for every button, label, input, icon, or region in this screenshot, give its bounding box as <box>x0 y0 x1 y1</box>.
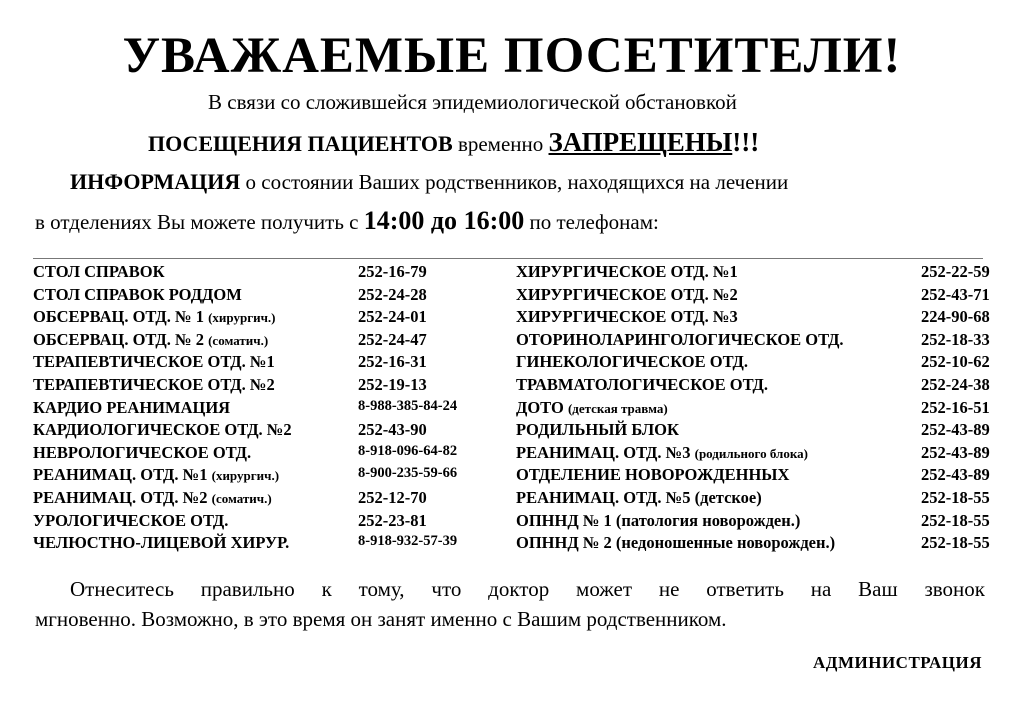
info-line-1-text: о состоянии Ваших родственников, находящихся на лечении <box>240 170 789 194</box>
department-label: ГИНЕКОЛОГИЧЕСКОЕ ОТД. <box>516 352 749 372</box>
department-name <box>33 488 272 508</box>
phone-number: 252-16-31 <box>358 352 427 372</box>
phone-number: 252-18-55 <box>921 510 990 530</box>
department-label: ОТДЕЛЕНИЕ НОВОРОЖДЕННЫХ <box>516 465 790 485</box>
phone-row <box>33 307 503 330</box>
department-label: ХИРУРГИЧЕСКОЕ ОТД. №1 <box>516 262 738 281</box>
phone-row <box>33 375 503 398</box>
department-label: ХИРУРГИЧЕСКОЕ ОТД. №2 <box>516 284 738 304</box>
phone-number: 252-24-47 <box>358 329 427 349</box>
info-line-2 <box>35 204 659 239</box>
department-name <box>516 262 738 282</box>
department-label: ДОТО <box>516 397 568 417</box>
department-label: ХИРУРГИЧЕСКОЕ ОТД. №3 <box>516 307 738 327</box>
phone-number: 252-16-51 <box>921 397 990 417</box>
phone-number: 252-16-79 <box>358 262 427 281</box>
subtitle: В связи со сложившейся эпидемиологической обстановкой <box>208 90 737 114</box>
department-label: ОБСЕРВАЦ. ОТД. № 2 <box>33 329 209 349</box>
time-separator: до <box>424 206 464 235</box>
department-label: ТЕРАПЕВТИЧЕСКОЕ ОТД. №2 <box>33 374 275 394</box>
phone-number: 224-90-68 <box>921 307 990 327</box>
phone-row <box>516 511 1006 534</box>
phone-row <box>516 443 1006 466</box>
phone-row <box>516 285 1006 308</box>
phone-number: 8-918-096-64-82 <box>358 442 458 459</box>
department-name <box>33 443 251 463</box>
signature: АДМИНИСТРАЦИЯ <box>812 653 982 672</box>
page-title: УВАЖАЕМЫЕ ПОСЕТИТЕЛИ! <box>122 28 902 84</box>
closing-line-2: мгновенно. Возможно, в это время он занят именно с Вашим родственником. <box>35 607 727 631</box>
phone-number: 252-24-38 <box>921 374 990 394</box>
phone-number: 252-43-89 <box>921 420 990 440</box>
department-name <box>516 533 835 553</box>
phone-row <box>516 352 1006 375</box>
phone-row <box>33 511 503 534</box>
ban-exclamation: !!! <box>732 127 760 157</box>
department-name <box>33 465 279 485</box>
phone-number: 252-12-70 <box>358 487 427 507</box>
phone-row <box>516 307 1006 330</box>
department-name <box>33 262 165 282</box>
phone-number: 252-43-90 <box>358 420 427 440</box>
time-from: 14:00 <box>363 206 425 235</box>
department-label: РЕАНИМАЦ. ОТД. №2 <box>33 487 212 507</box>
phone-row <box>33 443 503 466</box>
phone-row <box>516 262 1006 285</box>
phone-row <box>33 352 503 375</box>
department-name <box>516 375 768 395</box>
department-label: РЕАНИМАЦ. ОТД. №3 <box>516 442 695 462</box>
department-name <box>33 330 268 350</box>
department-name <box>33 307 276 327</box>
phone-number: 252-18-55 <box>921 487 990 507</box>
info-line-2-end: по телефонам: <box>524 210 659 234</box>
info-line-2-text: в отделениях Вы можете получить с <box>35 210 364 234</box>
phone-number: 252-18-33 <box>921 329 990 349</box>
phone-list-left <box>33 262 503 556</box>
department-label: ЧЕЛЮСТНО-ЛИЦЕВОЙ ХИРУР. <box>33 533 290 553</box>
phone-number: 252-22-59 <box>921 262 990 281</box>
department-label: РЕАНИМАЦ. ОТД. №1 <box>33 465 212 485</box>
department-note: (соматич.) <box>211 490 272 506</box>
phone-row <box>516 330 1006 353</box>
phone-number: 252-24-28 <box>358 284 427 304</box>
ban-temporarily: временно <box>452 132 549 156</box>
department-label: ОПННД № 2 (недоношенные новорожден.) <box>516 533 836 553</box>
phone-row <box>33 398 503 421</box>
phone-number: 252-43-89 <box>921 442 990 462</box>
phone-number: 8-918-932-57-39 <box>358 533 458 550</box>
visit-ban-line <box>148 125 759 161</box>
phone-number: 8-900-235-59-66 <box>358 465 458 482</box>
department-name <box>516 488 762 508</box>
department-name <box>516 398 668 418</box>
department-name <box>33 533 289 553</box>
department-name <box>33 285 242 305</box>
department-name <box>516 465 789 485</box>
department-name <box>516 307 738 327</box>
department-label: УРОЛОГИЧЕСКОЕ ОТД. <box>33 510 229 530</box>
phone-row <box>33 285 503 308</box>
department-name <box>33 420 292 440</box>
phone-number: 252-24-01 <box>358 307 427 327</box>
phone-number: 252-43-71 <box>921 284 990 304</box>
department-name <box>516 443 808 463</box>
phone-number: 252-43-89 <box>921 465 990 485</box>
info-label: ИНФОРМАЦИЯ <box>70 169 241 194</box>
department-label: ОБСЕРВАЦ. ОТД. № 1 <box>33 307 209 327</box>
department-name <box>516 511 800 531</box>
phone-list-right <box>516 262 1006 556</box>
department-label: ОПННД № 1 (патология новорожден.) <box>516 510 801 530</box>
department-label: ТРАВМАТОЛОГИЧЕСКОЕ ОТД. <box>516 374 769 394</box>
phone-row <box>516 488 1006 511</box>
department-name <box>33 375 275 395</box>
department-name <box>516 330 844 350</box>
phone-number: 252-19-13 <box>358 374 427 394</box>
department-note: (хирургич.) <box>211 468 280 484</box>
phone-number: 8-988-385-84-24 <box>358 397 458 414</box>
ban-forbidden: ЗАПРЕЩЕНЫ <box>548 127 733 157</box>
department-note: (хирургич.) <box>208 310 276 326</box>
phone-row <box>516 465 1006 488</box>
department-label: СТОЛ СПРАВОК РОДДОМ <box>33 284 242 304</box>
phone-number: 252-23-81 <box>358 510 427 530</box>
department-note: (родильного блока) <box>694 445 808 461</box>
phone-row <box>33 262 503 285</box>
phone-row <box>33 330 503 353</box>
phone-row <box>516 398 1006 421</box>
department-name <box>516 420 679 440</box>
phone-number: 252-10-62 <box>921 352 990 372</box>
phone-row <box>33 533 503 556</box>
department-name <box>516 285 738 305</box>
department-label: СТОЛ СПРАВОК <box>33 262 165 281</box>
department-label: ТЕРАПЕВТИЧЕСКОЕ ОТД. №1 <box>33 352 275 372</box>
phone-row <box>516 420 1006 443</box>
department-name <box>33 352 275 372</box>
phone-row <box>33 420 503 443</box>
department-note: (детская травма) <box>567 400 668 416</box>
department-name <box>516 352 748 372</box>
phone-number: 252-18-55 <box>921 533 990 553</box>
department-name <box>33 511 228 531</box>
closing-text <box>35 574 985 634</box>
phone-row <box>516 533 1006 556</box>
department-name <box>33 398 230 418</box>
phone-row <box>33 465 503 488</box>
department-label: КАРДИОЛОГИЧЕСКОЕ ОТД. №2 <box>33 420 292 440</box>
phone-row <box>33 488 503 511</box>
department-label: ОТОРИНОЛАРИНГОЛОГИЧЕСКОЕ ОТД. <box>516 329 844 349</box>
info-line-1 <box>70 168 788 196</box>
phone-row <box>516 375 1006 398</box>
divider <box>33 258 983 259</box>
department-label: НЕВРОЛОГИЧЕСКОЕ ОТД. <box>33 442 252 462</box>
ban-subject: ПОСЕЩЕНИЯ ПАЦИЕНТОВ <box>148 131 453 156</box>
time-to: 16:00 <box>463 206 525 235</box>
department-label: КАРДИО РЕАНИМАЦИЯ <box>33 397 231 417</box>
department-label: РЕАНИМАЦ. ОТД. №5 (детское) <box>516 487 762 507</box>
department-label: РОДИЛЬНЫЙ БЛОК <box>516 420 679 440</box>
closing-line-1: Отнеситесь правильно к тому, что доктор может не ответить на Ваш звонок <box>70 577 985 601</box>
department-note: (соматич.) <box>208 332 269 348</box>
